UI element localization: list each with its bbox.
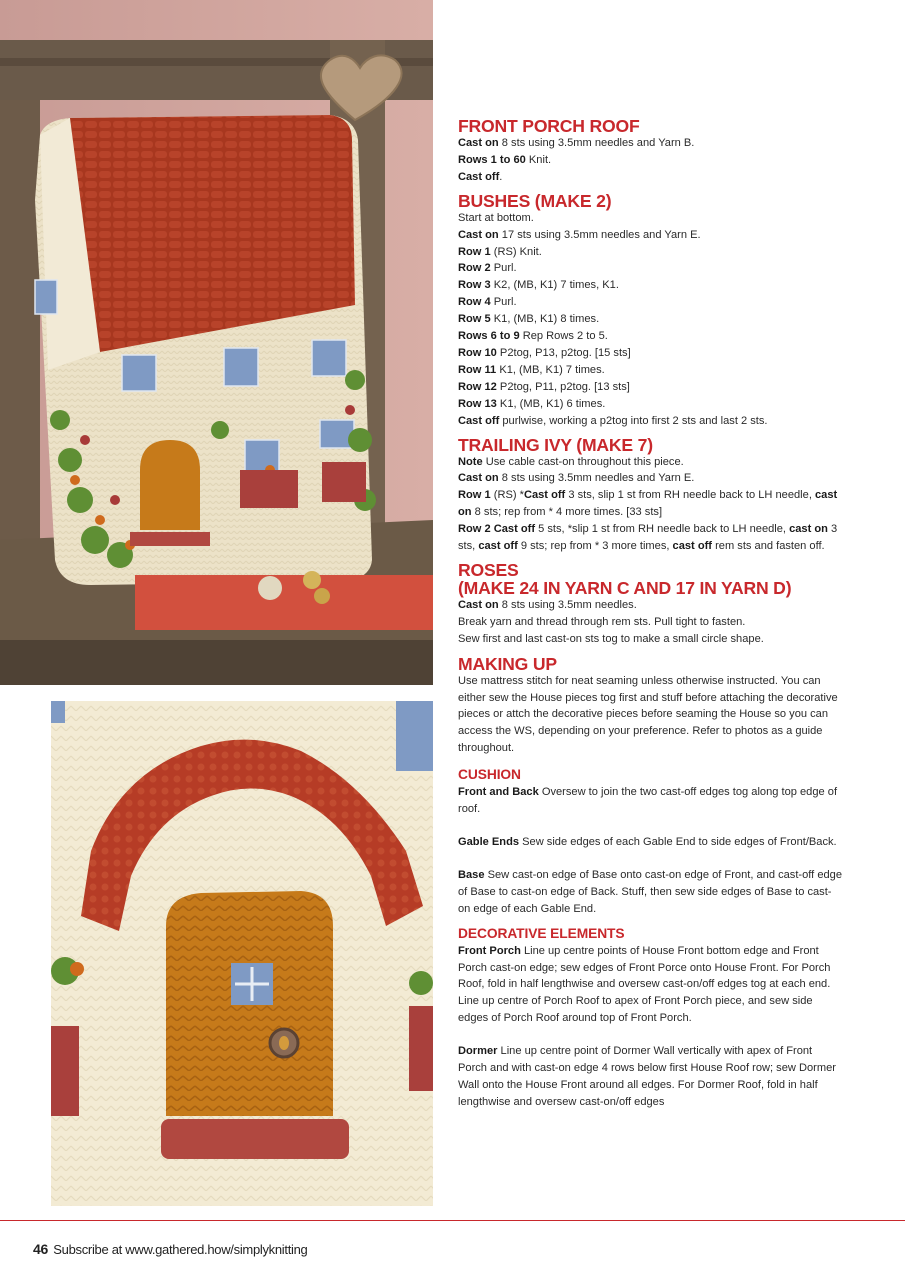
section-heading: ROSES xyxy=(458,559,519,580)
porch-closeup-photo xyxy=(51,701,433,1206)
footer-rule xyxy=(0,1220,905,1221)
instruction-text: 8 sts using 3.5mm needles. xyxy=(498,598,637,611)
instruction-line xyxy=(458,345,843,362)
instruction-label: Cast on xyxy=(458,598,499,611)
instruction-bold: cast off xyxy=(478,540,518,553)
instruction-label: Row 11 xyxy=(458,363,497,376)
instruction-bold: cast on xyxy=(458,489,838,519)
instruction-text: 5 sts, *slip 1 st from RH needle back to LH needle, xyxy=(535,523,790,536)
roses-section xyxy=(458,561,843,648)
instruction-line: Start at bottom. xyxy=(458,211,534,224)
instruction-text: K1, (MB, K1) 7 times. xyxy=(496,363,605,376)
instruction-paragraph xyxy=(458,834,843,851)
instruction-line xyxy=(458,244,843,261)
instruction-label: Base xyxy=(458,868,485,881)
instruction-label: Rows 1 to 60 xyxy=(458,153,526,166)
section-heading: MAKING UP xyxy=(458,653,557,674)
instruction-label: Gable Ends xyxy=(458,836,520,848)
instruction-text: Rep Rows 2 to 5. xyxy=(519,330,608,343)
section-heading: TRAILING IVY (MAKE 7) xyxy=(458,434,653,455)
instruction-bold: cast on xyxy=(789,523,828,536)
paragraph-gap xyxy=(458,1027,843,1043)
subscribe-link[interactable]: Subscribe at www.gathered.how/simplyknitting xyxy=(53,1242,308,1257)
paragraph-gap xyxy=(458,851,843,867)
instruction-label: Cast off xyxy=(458,414,500,427)
instruction-line xyxy=(458,294,843,311)
instruction-label: Row 3 xyxy=(458,279,491,292)
instruction-text: 17 sts using 3.5mm needles and Yarn E. xyxy=(498,228,701,241)
instruction-label: Front and Back xyxy=(458,786,539,799)
instruction-text: K1, (MB, K1) 6 times. xyxy=(496,397,606,410)
cushion-section xyxy=(458,766,843,917)
instruction-text: Sew side edges of each Gable End to side edges of Front/Back. xyxy=(519,836,837,848)
instruction-paragraph xyxy=(458,1043,843,1111)
instruction-line xyxy=(458,328,843,345)
instruction-line xyxy=(458,454,843,471)
instruction-label: Row 1 xyxy=(458,489,491,502)
instruction-text: Line up centre points of House Front bottom edge and Front Porch cast-on edge; sew edges of Front Porce onto House Front. For Porch Roof, fold in half lengthwise and oversew cast-on/off edges tog at each end. Line up centre of Porch Roof to apex of Front Porch piece, and sew side edges of Porch Roof around top of Front Porch. xyxy=(458,944,831,1025)
instruction-label: Row 5 xyxy=(458,313,491,326)
porch-closeup-illustration xyxy=(51,701,433,1206)
instruction-label: Row 12 xyxy=(458,380,497,393)
trailing-ivy-section xyxy=(458,436,843,555)
instruction-text: 3 sts, xyxy=(458,523,838,553)
instruction-label: Cast on xyxy=(458,137,499,149)
instruction-text: rem sts and fasten off. xyxy=(712,540,825,553)
instruction-text: K1, (MB, K1) 8 times. xyxy=(490,313,600,326)
instruction-line xyxy=(458,597,843,614)
instruction-paragraph xyxy=(458,867,843,918)
making-up-section xyxy=(458,655,843,758)
instruction-label: Cast off xyxy=(458,170,500,183)
instruction-text: purlwise, working a p2tog into first 2 sts and last 2 sts. xyxy=(499,414,768,427)
page-number: 46 xyxy=(33,1241,48,1257)
instruction-label: Cast on xyxy=(458,472,499,485)
instruction-paragraph: Use mattress stitch for neat seaming unless otherwise instructed. You can either sew the House pieces tog first and stuff before attaching the decorative pieces or attch the decorative pieces before seaming the House so you can access the WS, depending on your preference. Refer to photos as a guide throughout. xyxy=(458,674,838,755)
subsection-heading: CUSHION xyxy=(458,767,521,783)
instruction-text: Oversew to join the two cast-off edges tog along top edge of roof. xyxy=(458,786,838,816)
instruction-text: 8 sts using 3.5mm needles and Yarn B. xyxy=(498,137,695,149)
instruction-bold: cast off xyxy=(672,540,712,553)
instruction-text: Purl. xyxy=(490,296,517,309)
instruction-text: (RS) Knit. xyxy=(490,245,542,258)
instruction-line xyxy=(458,227,843,244)
instruction-label: Row 2 xyxy=(458,262,491,275)
instruction-line: Break yarn and thread through rem sts. Pull tight to fasten. xyxy=(458,615,746,628)
bushes-section xyxy=(458,192,843,430)
instruction-text: P2tog, P11, p2tog. [13 sts] xyxy=(496,380,630,393)
instruction-text: Purl. xyxy=(490,262,517,275)
paragraph-gap xyxy=(458,818,843,834)
pattern-text-column xyxy=(458,117,843,1111)
instruction-line xyxy=(458,169,843,186)
instruction-line: Sew first and last cast-on sts tog to make a small circle shape. xyxy=(458,632,764,645)
page-footer xyxy=(33,1240,307,1259)
instruction-line xyxy=(458,470,843,487)
instruction-label: Note xyxy=(458,455,483,468)
instruction-line xyxy=(458,311,843,328)
instruction-line xyxy=(458,260,843,277)
section-heading: FRONT PORCH ROOF xyxy=(458,116,640,136)
instruction-label: Row 4 xyxy=(458,296,491,309)
instruction-line xyxy=(458,379,843,396)
instruction-text: P2tog, P13, p2tog. [15 sts] xyxy=(496,346,631,359)
instruction-line xyxy=(458,135,843,152)
instruction-line xyxy=(458,487,843,521)
instruction-line xyxy=(458,152,843,169)
section-heading: BUSHES (MAKE 2) xyxy=(458,190,612,211)
instruction-label: Rows 6 to 9 xyxy=(458,330,520,343)
instruction-line xyxy=(458,521,843,555)
instruction-line xyxy=(458,277,843,294)
instruction-label: Row 1 xyxy=(458,245,491,258)
instruction-text: Use cable cast-on throughout this piece. xyxy=(482,455,684,468)
instruction-text: Sew cast-on edge of Base onto cast-on edge of Front, and cast-off edge of Base to cast-on edge of Back. Stuff, then sew side edges of Base to cast-on edge of each Gable End. xyxy=(458,868,843,915)
cushion-photo-illustration xyxy=(0,0,433,685)
instruction-label: Row 2 Cast off xyxy=(458,523,536,536)
front-porch-roof-section xyxy=(458,117,843,186)
instruction-line xyxy=(458,396,843,413)
subsection-heading: DECORATIVE ELEMENTS xyxy=(458,925,625,941)
instruction-text: 9 sts; rep from * 3 more times, xyxy=(517,540,673,553)
instruction-text: 8 sts; rep from * 4 more times. [33 sts] xyxy=(471,506,663,519)
instruction-label: Front Porch xyxy=(458,944,521,957)
instruction-line xyxy=(458,362,843,379)
instruction-label: Row 13 xyxy=(458,397,497,410)
instruction-paragraph xyxy=(458,943,843,1028)
instruction-bold: Cast off xyxy=(523,489,566,502)
instruction-paragraph xyxy=(458,784,843,818)
section-heading-line2: (MAKE 24 IN YARN C AND 17 IN YARN D) xyxy=(458,577,792,598)
instruction-label: Row 10 xyxy=(458,346,497,359)
instruction-text: . xyxy=(499,170,503,183)
instruction-text: (RS) * xyxy=(490,489,524,502)
instruction-text: 3 sts, slip 1 st from RH needle back to LH needle, xyxy=(565,489,815,502)
instruction-text: Knit. xyxy=(525,153,552,166)
instruction-text: 8 sts using 3.5mm needles and Yarn E. xyxy=(498,472,695,485)
instruction-text: Line up centre point of Dormer Wall vertically with apex of Front Porch and with cast-on edge 4 rows below first House Roof row; sew Dormer Wall onto the House Front around all edges. For Dormer Roof, fold in half lengthwise and oversew cast-on/off edges xyxy=(458,1045,836,1108)
instruction-text: K2, (MB, K1) 7 times, K1. xyxy=(490,279,619,292)
cushion-photo xyxy=(0,0,433,685)
instruction-label: Dormer xyxy=(458,1045,498,1058)
instruction-line xyxy=(458,413,843,430)
decorative-elements-section xyxy=(458,925,843,1111)
instruction-label: Cast on xyxy=(458,228,499,241)
